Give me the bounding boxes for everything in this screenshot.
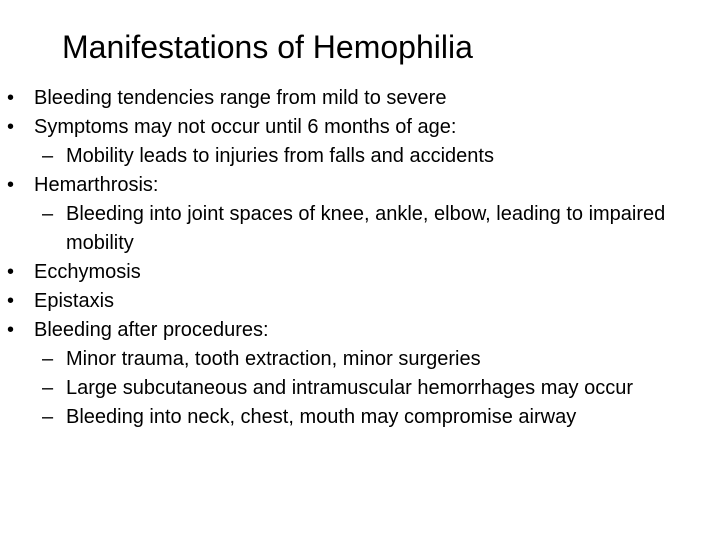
bullet-marker: •	[7, 116, 15, 138]
bullet-item	[7, 171, 707, 200]
sub-bullet-text: Bleeding into neck, chest, mouth may compromise airway	[66, 406, 577, 428]
sub-bullet-marker: –	[42, 406, 54, 428]
sub-bullet-item	[7, 142, 707, 171]
sub-bullet-text: Large subcutaneous and intramuscular hemorrhages may occur	[66, 377, 633, 399]
bullet-marker: •	[7, 87, 15, 109]
sub-bullet-text: Bleeding into joint spaces of knee, ankle, elbow, leading to impaired mobility	[66, 203, 666, 254]
bullet-text: Epistaxis	[34, 290, 115, 312]
bullet-text: Bleeding after procedures:	[34, 319, 269, 341]
sub-bullet-marker: –	[42, 377, 54, 399]
bullet-text: Bleeding tendencies range from mild to severe	[34, 87, 447, 109]
sub-bullet-text: Mobility leads to injuries from falls and accidents	[66, 145, 494, 167]
bullet-marker: •	[7, 290, 15, 312]
sub-bullet-item	[7, 403, 707, 432]
sub-bullet-marker: –	[42, 203, 54, 225]
sub-bullet-item	[7, 345, 707, 374]
sub-bullet-item	[7, 374, 707, 403]
bullet-item	[7, 113, 707, 142]
sub-bullet-text: Minor trauma, tooth extraction, minor surgeries	[66, 348, 481, 370]
sub-bullet-marker: –	[42, 145, 54, 167]
bullet-text: Ecchymosis	[34, 261, 141, 283]
bullet-marker: •	[7, 261, 15, 283]
bullet-item	[7, 287, 707, 316]
bullet-item	[7, 84, 707, 113]
bullet-text: Symptoms may not occur until 6 months of age:	[34, 116, 457, 138]
bullet-item	[7, 258, 707, 287]
bullet-text: Hemarthrosis:	[34, 174, 159, 196]
sub-bullet-item	[7, 200, 707, 258]
bullet-list	[7, 84, 707, 432]
bullet-marker: •	[7, 319, 15, 341]
slide-title: Manifestations of Hemophilia	[62, 29, 473, 65]
bullet-marker: •	[7, 174, 15, 196]
bullet-item	[7, 316, 707, 345]
sub-bullet-marker: –	[42, 348, 54, 370]
